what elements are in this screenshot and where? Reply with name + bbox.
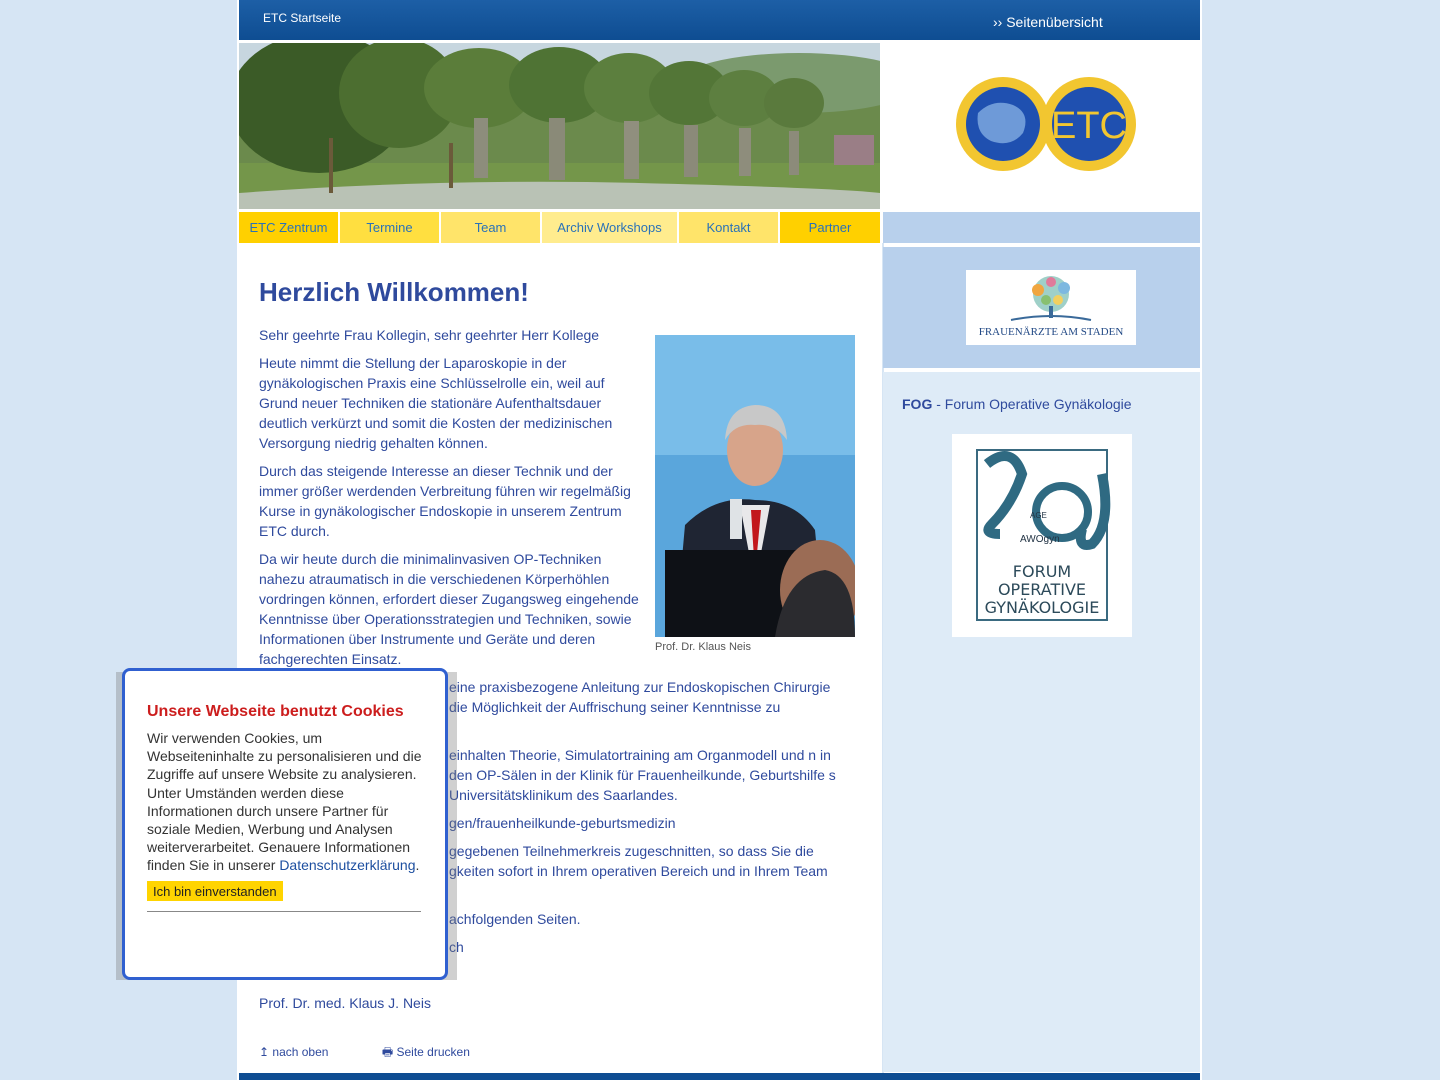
portrait-photo: [655, 335, 855, 637]
printer-icon: 🖶: [381, 1045, 394, 1059]
intro-paragraph-4: eine praxisbezogene Anleitung zur Endoskopischen Chirurgie die Möglichkeit der Auffrischung seiner Kenntnisse zu: [449, 679, 831, 715]
etc-logo[interactable]: [883, 43, 1200, 209]
print-page-label: Seite drucken: [396, 1045, 470, 1059]
partner-box: [883, 247, 1200, 368]
cookie-title: Unsere Webseite benutzt Cookies: [147, 703, 404, 720]
cookie-divider: [147, 911, 421, 912]
fog-logo[interactable]: [952, 434, 1132, 637]
fog-logo-line-1: FORUM: [1012, 562, 1072, 581]
main-navigation: [239, 212, 880, 243]
fog-name: - Forum Operative Gynäkologie: [932, 396, 1132, 412]
fog-logo-line-3: GYNÄKOLOGIE: [984, 598, 1100, 617]
etc-logo-text: ETC: [1051, 105, 1127, 147]
clinic-link[interactable]: gen/frauenheilkunde-geburtsmedizin: [449, 815, 676, 831]
nav-item-etc-zentrum[interactable]: ETC Zentrum: [239, 212, 338, 243]
privacy-policy-link[interactable]: Datenschutzerklärung: [279, 857, 416, 874]
nav-item-partner[interactable]: Partner: [780, 212, 880, 243]
nav-item-termine[interactable]: Termine: [340, 212, 439, 243]
photo-caption: Prof. Dr. Klaus Neis: [655, 641, 751, 653]
back-to-top-link[interactable]: [259, 1045, 328, 1059]
nav-item-archiv-workshops[interactable]: Archiv Workshops: [542, 212, 677, 243]
page-title: Herzlich Willkommen!: [259, 277, 529, 307]
nav-right-filler: [883, 212, 1200, 243]
fog-abbr: FOG: [902, 396, 933, 412]
cookie-body: Wir verwenden Cookies, um Webseiteninhalte zu personalisieren und die Zugriffe auf unsere Website zu analysieren. Unter Umständen werden diese Informationen durch unsere Partner für soziale Medien, Werbung und Analysen weiterverarbeitet. Genauere Informationen finden Sie in unserer: [147, 730, 422, 874]
nav-item-kontakt[interactable]: Kontakt: [679, 212, 778, 243]
cookie-period: .: [415, 857, 420, 874]
salutation-text: Sehr geehrte Frau Kollegin, sehr geehrter Herr Kollege: [259, 327, 600, 343]
intro-paragraph-1: Heute nimmt die Stellung der Laparoskopie in der gynäkologischen Praxis eine Schlüsselrolle ein, weil auf Grund neuer Techniken die stationäre Aufenthaltsdauer deutlich verkürzt und somit die Kosten der medizinischen Versorgung niedrig gehalten können.: [259, 355, 613, 451]
top-header-bar: [239, 0, 1200, 40]
fog-awogyn-text: AWOgyn: [1020, 534, 1060, 545]
sitemap-link[interactable]: ›› Seitenübersicht: [993, 14, 1103, 30]
arrow-up-icon: ↥: [259, 1045, 270, 1059]
footer-links: [259, 1043, 520, 1064]
intro-paragraph-7: achfolgenden Seiten.: [449, 911, 581, 927]
intro-paragraph-2: Durch das steigende Interesse an dieser Technik und der immer größer werdenden Verbreitung führen wir regelmäßig Kurse in gynäkologischer Endoskopie in unserem Zentrum ETC durch.: [259, 463, 631, 539]
park-trees-illustration: [239, 43, 880, 209]
portrait-illustration: [655, 335, 855, 637]
fog-heading: [902, 396, 1132, 412]
signature: Prof. Dr. med. Klaus J. Neis: [259, 995, 431, 1011]
home-link[interactable]: ETC Startseite: [263, 11, 342, 25]
back-to-top-label: nach oben: [272, 1045, 329, 1059]
bottom-bar: [239, 1073, 1200, 1080]
fog-box: [883, 372, 1200, 1072]
cookie-consent-dialog: [122, 668, 448, 980]
etc-logo-area: [883, 43, 1200, 209]
partner-logo-text: FRAUENÄRZTE AM STADEN: [978, 326, 1124, 338]
fog-logo-line-2: OPERATIVE: [997, 580, 1087, 599]
accept-cookies-button[interactable]: Ich bin einverstanden: [147, 881, 283, 901]
clinic-link-paragraph: [449, 813, 849, 833]
nav-item-team[interactable]: Team: [441, 212, 540, 243]
cookie-text: [147, 729, 427, 875]
print-page-link[interactable]: [382, 1045, 470, 1059]
fog-logo-graphic: [952, 434, 1132, 637]
fog-age-text: AGE: [1030, 511, 1047, 520]
frauenaerzte-logo[interactable]: [966, 270, 1136, 345]
header-banner-image: [239, 43, 880, 209]
intro-paragraph-6: gegebenen Teilnehmerkreis zugeschnitten, so dass Sie die gkeiten sofort in Ihrem operativen Bereich und in Ihrem Team: [449, 843, 828, 879]
intro-paragraph-8: ch: [449, 939, 464, 955]
intro-paragraph-3: Da wir heute durch die minimalinvasiven OP-Techniken nahezu atraumatisch in die verschiedenen Körperhöhlen vordringen können, erfordert dieser Zugangsweg eingehende Kenntnisse über Operationsstrategien und Techniken, sowie Informationen über Instrumente und Geräte und deren fachgerechten Einsatz.: [259, 551, 639, 667]
intro-paragraph-5: einhalten Theorie, Simulatortraining am Organmodell und n in den OP-Sälen in der Klinik für Frauenheilkunde, Geburtshilfe s Universitätsklinikum des Saarlandes.: [449, 747, 836, 803]
